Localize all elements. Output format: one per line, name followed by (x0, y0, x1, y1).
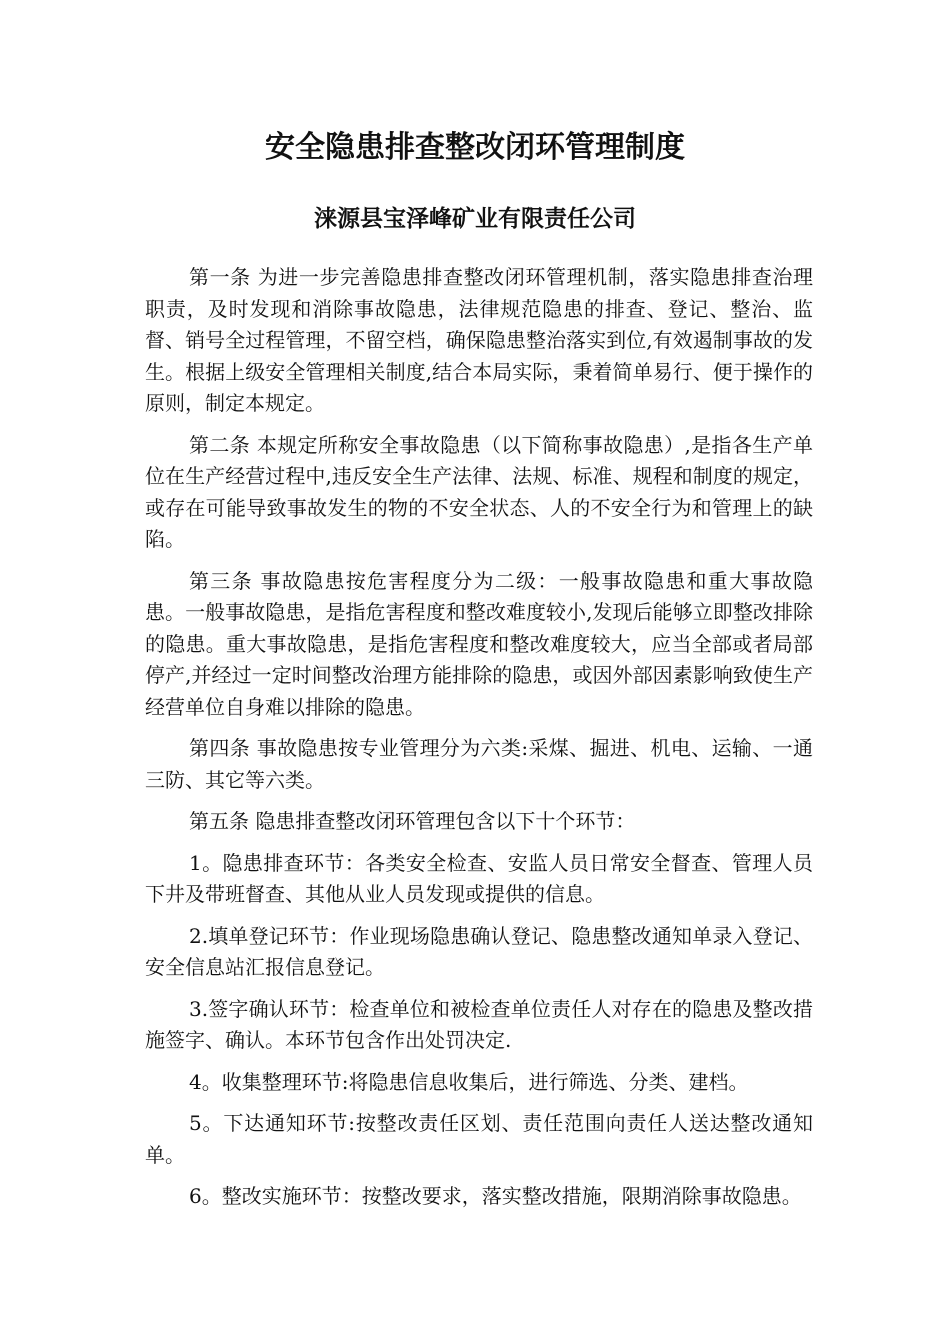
list-item-1: 1。隐患排查环节：各类安全检查、安监人员日常安全督查、管理人员下井及带班督查、其他从业人员发现或提供的信息。 (145, 850, 813, 906)
article-2: 第二条 本规定所称安全事故隐患（以下简称事故隐患）,是指各生产单位在生产经营过程中,违反安全生产法律、法规、标准、规程和制度的规定，或存在可能导致事故发生的物的不安全状态、人的不安全行为和管理上的缺陷。 (145, 432, 813, 551)
article-5: 第五条 隐患排查整改闭环管理包含以下十个环节： (189, 809, 636, 833)
list-item-3: 3.签字确认环节：检查单位和被检查单位责任人对存在的隐患及整改措施签字、确认。本环节包含作出处罚决定. (145, 996, 813, 1052)
document-body (145, 262, 813, 1223)
article-3: 第三条 事故隐患按危害程度分为二级：一般事故隐患和重大事故隐患。一般事故隐患，是指危害程度和整改难度较小,发现后能够立即整改排除的隐患。重大事故隐患，是指危害程度和整改难度较大，应当全部或者局部停产,并经过一定时间整改治理方能排除的隐患，或因外部因素影响致使生产经营单位自身难以排除的隐患。 (145, 568, 813, 719)
list-item-4: 4。收集整理环节:将隐患信息收集后，进行筛选、分类、建档。 (189, 1069, 749, 1094)
document-title: 安全隐患排查整改闭环管理制度 (265, 130, 685, 165)
list-item-2: 2.填单登记环节：作业现场隐患确认登记、隐患整改通知单录入登记、安全信息站汇报信息登记。 (145, 923, 813, 979)
article-4: 第四条 事故隐患按专业管理分为六类:采煤、掘进、机电、运输、一通三防、其它等六类。 (145, 736, 813, 792)
article-1: 第一条 为进一步完善隐患排查整改闭环管理机制，落实隐患排查治理职责，及时发现和消除事故隐患，法律规范隐患的排查、登记、整治、监督、销号全过程管理，不留空档，确保隐患整治落实到位,有效遏制事故的发生。根据上级安全管理相关制度,结合本局实际，秉着简单易行、便于操作的原则，制定本规定。 (145, 265, 813, 415)
list-item-5: 5。下达通知环节:按整改责任区划、责任范围向责任人送达整改通知单。 (145, 1111, 813, 1167)
list-item-6: 6。整改实施环节：按整改要求，落实整改措施，限期消除事故隐患。 (189, 1184, 802, 1208)
company-name: 涞源县宝泽峰矿业有限责任公司 (314, 206, 636, 232)
